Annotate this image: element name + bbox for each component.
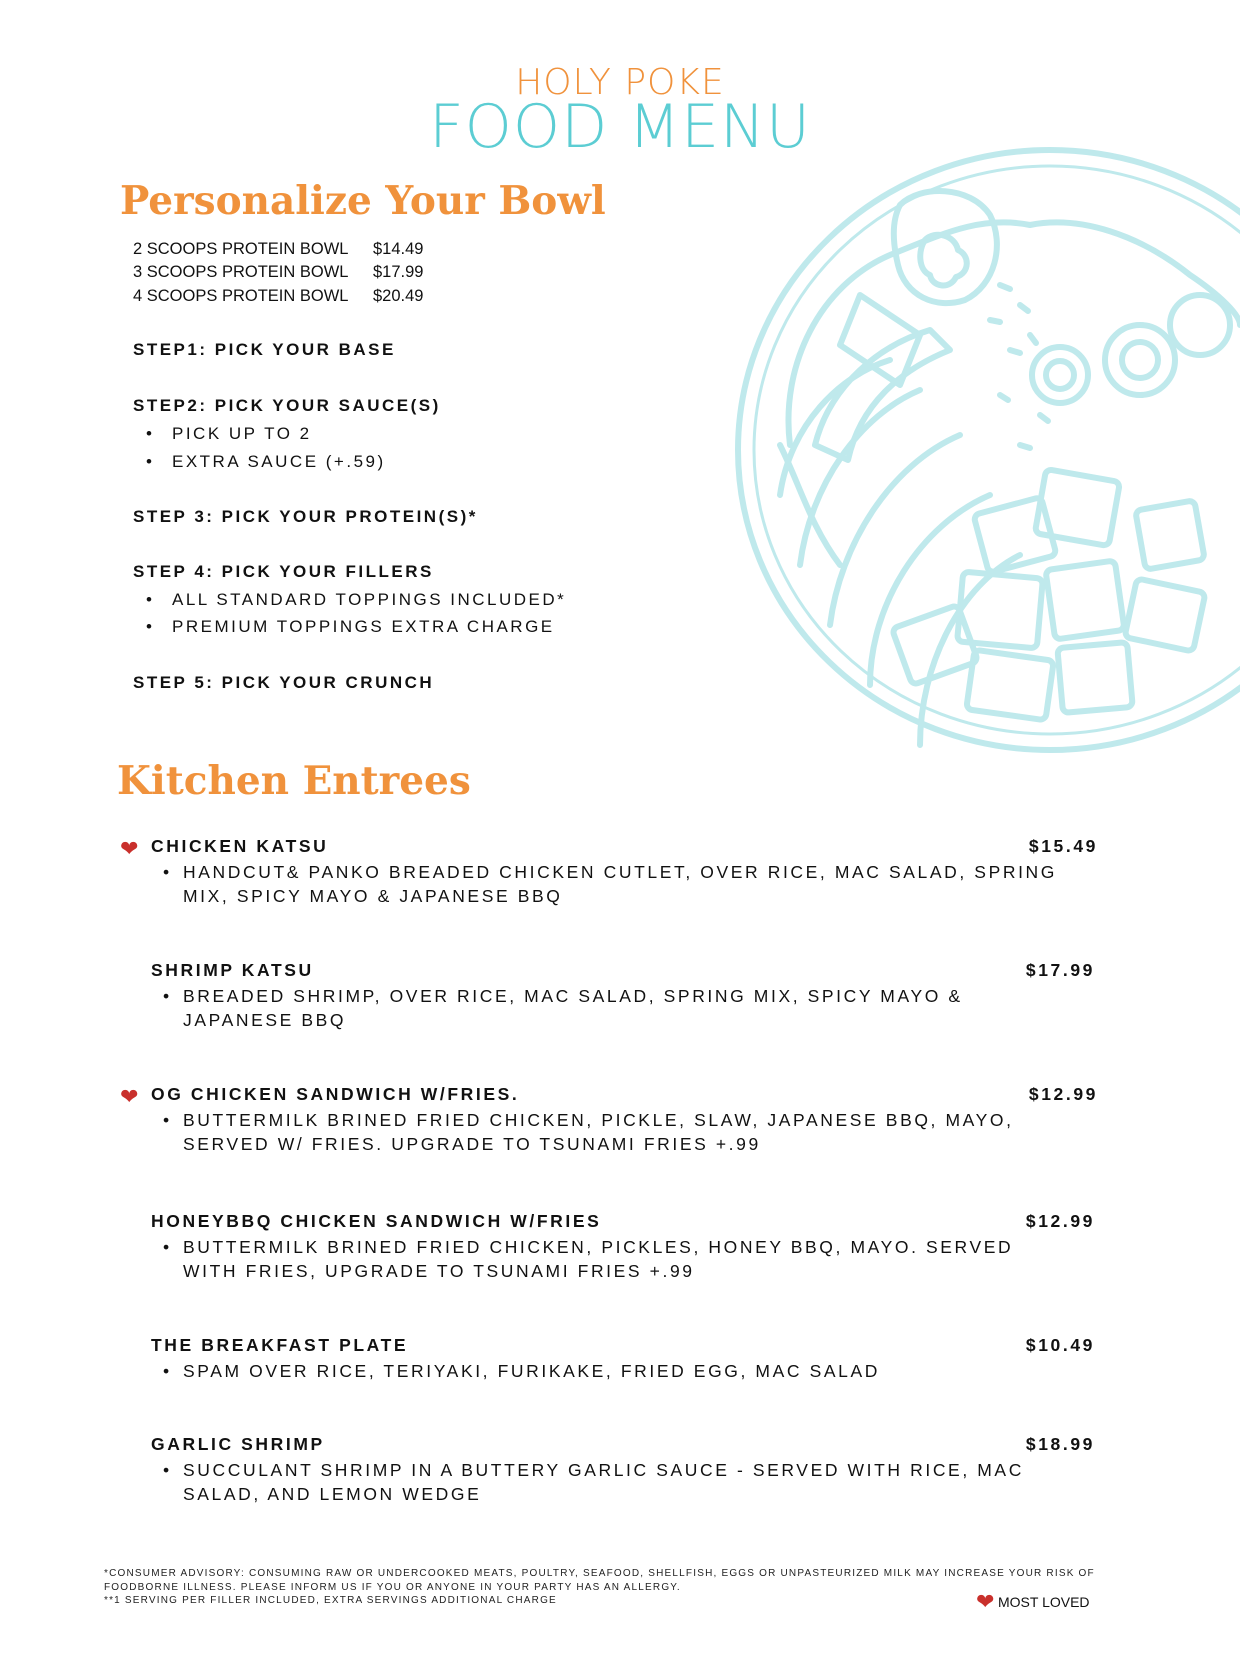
entree-desc-line: SERVED W/ FRIES. UPGRADE TO TSUNAMI FRIES +.99 [183,1134,761,1154]
bowl-price-row [133,287,423,306]
bowl-price: $20.49 [373,287,424,305]
personalize-title: Personalize Your Bowl [120,178,606,224]
step-title: STEP 4: PICK YOUR FILLERS [133,562,434,581]
step-bullet: • PREMIUM TOPPINGS EXTRA CHARGE [172,617,555,637]
entree-desc-line: • BUTTERMILK BRINED FRIED CHICKEN, PICKLE, SLAW, JAPANESE BBQ, MAYO, [183,1110,1014,1130]
bowl-name: 4 SCOOPS PROTEIN BOWL [133,287,349,305]
entree-name: SHRIMP KATSU [151,960,314,980]
most-loved-legend: MOST LOVED [998,1594,1090,1610]
heart-icon: ❤ [120,836,139,861]
entree-desc-line: JAPANESE BBQ [183,1010,347,1030]
entree-name: OG CHICKEN SANDWICH W/FRIES. [151,1084,520,1104]
bowl-name: 2 SCOOPS PROTEIN BOWL [133,240,349,258]
page-title: FOOD MENU [429,92,811,162]
entree-price: $12.99 [1025,1211,1095,1231]
entree-name: CHICKEN KATSU [151,836,329,856]
entree-description [183,984,1063,1032]
entree-price: $12.99 [1028,1084,1098,1104]
entree-desc-line: • SPAM OVER RICE, TERIYAKI, FURIKAKE, FRIED EGG, MAC SALAD [183,1361,880,1381]
entree-price: $10.49 [1025,1335,1095,1355]
bowl-name: 3 SCOOPS PROTEIN BOWL [133,263,349,281]
entree-desc-line: • BUTTERMILK BRINED FRIED CHICKEN, PICKLES, HONEY BBQ, MAYO. SERVED [183,1237,1014,1257]
step-bullet: • PICK UP TO 2 [172,424,312,444]
entree-price: $17.99 [1025,960,1095,980]
kitchen-entrees-title: Kitchen Entrees [117,758,471,804]
step-title: STEP2: PICK YOUR SAUCE(S) [133,396,441,415]
poke-bowl-illustration [720,145,1240,795]
entree-name: THE BREAKFAST PLATE [151,1335,409,1355]
step-bullet: • EXTRA SAUCE (+.59) [172,452,386,472]
advisory-line: *CONSUMER ADVISORY: CONSUMING RAW OR UNDERCOOKED MEATS, POULTRY, SEAFOOD, SHELLFISH, EGGS OR UNPASTEURIZED MILK MAY INCREASE YOUR RISK OF [104,1568,1095,1579]
entree-description [183,1235,1063,1283]
bowl-price-row [133,263,423,282]
step-title: STEP1: PICK YOUR BASE [133,340,396,359]
advisory-line: FOODBORNE ILLNESS. PLEASE INFORM US IF YOU OR ANYONE IN YOUR PARTY HAS AN ALLERGY. [104,1581,681,1593]
step-title: STEP 5: PICK YOUR CRUNCH [133,673,435,692]
entree-desc-line: • BREADED SHRIMP, OVER RICE, MAC SALAD, SPRING MIX, SPICY MAYO & [183,986,963,1006]
entree-description [183,1108,1063,1156]
heart-icon: ❤ [976,1589,995,1614]
step-title: STEP 3: PICK YOUR PROTEIN(S)* [133,507,478,526]
entree-desc-line: SALAD, AND LEMON WEDGE [183,1484,482,1504]
entree-desc-line: WITH FRIES, UPGRADE TO TSUNAMI FRIES +.99 [183,1261,695,1281]
entree-name: HONEYBBQ CHICKEN SANDWICH W/FRIES [151,1211,602,1231]
entree-desc-line: MIX, SPICY MAYO & JAPANESE BBQ [183,886,563,906]
entree-desc-line: • HANDCUT& PANKO BREADED CHICKEN CUTLET, OVER RICE, MAC SALAD, SPRING [183,862,1057,882]
advisory-line: **1 SERVING PER FILLER INCLUDED, EXTRA SERVINGS ADDITIONAL CHARGE [104,1595,557,1606]
step-bullet: • ALL STANDARD TOPPINGS INCLUDED* [172,590,566,610]
heart-icon: ❤ [120,1084,139,1109]
entree-price: $18.99 [1025,1434,1095,1454]
bowl-price-row [133,240,423,259]
consumer-advisory [104,1567,1095,1608]
bowl-price: $14.49 [373,240,424,258]
entree-description [183,1458,1063,1506]
entree-price: $15.49 [1028,836,1098,856]
bowl-price: $17.99 [373,263,424,281]
entree-description [183,1359,1063,1383]
entree-desc-line: • SUCCULANT SHRIMP IN A BUTTERY GARLIC SAUCE - SERVED WITH RICE, MAC [183,1460,1024,1480]
brand-name: HOLY POKE [515,62,725,103]
entree-name: GARLIC SHRIMP [151,1434,325,1454]
entree-description [183,860,1063,908]
